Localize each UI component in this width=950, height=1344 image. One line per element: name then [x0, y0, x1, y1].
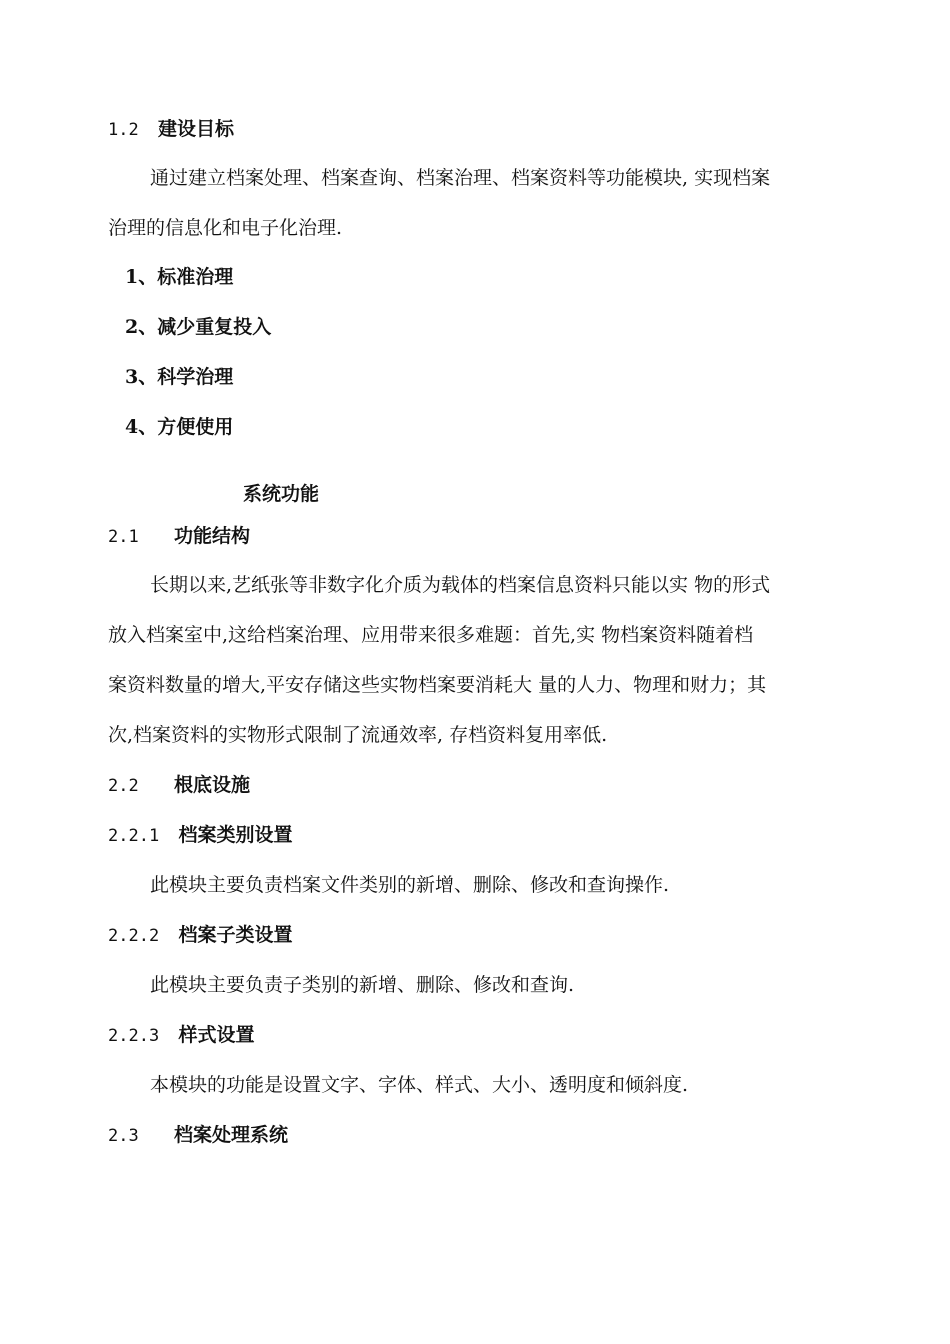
paragraph-line: 次,档案资料的实物形式限制了流通效率, 存档资料复用率低. — [108, 724, 608, 746]
section-heading-2-2-1 — [108, 822, 292, 849]
list-item: 1、标准治理 — [125, 266, 234, 288]
section-heading-2-1 — [108, 523, 250, 550]
list-item: 3、科学治理 — [125, 366, 234, 388]
paragraph-line: 本模块的功能是设置文字、字体、样式、大小、透明度和倾斜度. — [150, 1074, 689, 1096]
paragraph-line: 治理的信息化和电子化治理. — [108, 217, 343, 239]
section-title: 档案子类设置 — [178, 924, 293, 946]
section-number: 2.1 — [108, 527, 139, 547]
section-heading-2-3 — [108, 1122, 288, 1149]
section-number: 2.2.1 — [108, 826, 160, 846]
section-heading-2-2 — [108, 772, 250, 799]
section-title: 档案处理系统 — [173, 1124, 288, 1146]
section-title: 档案类别设置 — [178, 824, 293, 846]
section-title: 功能结构 — [173, 525, 250, 547]
paragraph-line: 此模块主要负责档案文件类别的新增、删除、修改和查询操作. — [150, 874, 670, 896]
paragraph-line: 放入档案室中,这给档案治理、应用带来很多难题：首先,实 物档案资料随着档 — [108, 624, 754, 646]
section-title: 样式设置 — [178, 1024, 255, 1046]
section-number: 2.2.2 — [108, 926, 160, 946]
paragraph-line: 案资料数量的增大,平安存储这些实物档案要消耗大 量的人力、物理和财力；其 — [108, 674, 767, 696]
list-item: 4、方便使用 — [125, 416, 234, 438]
list-item: 2、减少重复投入 — [125, 316, 272, 338]
section-number: 2.2 — [108, 776, 139, 796]
section-heading-2-2-3 — [108, 1022, 254, 1049]
section-heading-2-2-2 — [108, 922, 292, 949]
section-number: 2.2.3 — [108, 1026, 160, 1046]
paragraph-line: 此模块主要负责子类别的新增、删除、修改和查询. — [150, 974, 575, 996]
section-heading-1-2 — [108, 116, 234, 143]
paragraph-line: 长期以来,艺纸张等非数字化介质为载体的档案信息资料只能以实 物的形式 — [150, 574, 771, 596]
section-title: 建设目标 — [157, 118, 234, 140]
section-title: 根底设施 — [173, 774, 250, 796]
chapter-title: 系统功能 — [243, 483, 320, 505]
section-number: 2.3 — [108, 1126, 139, 1146]
section-number: 1.2 — [108, 120, 139, 140]
paragraph-line: 通过建立档案处理、档案查询、档案治理、档案资料等功能模块, 实现档案 — [150, 167, 771, 189]
